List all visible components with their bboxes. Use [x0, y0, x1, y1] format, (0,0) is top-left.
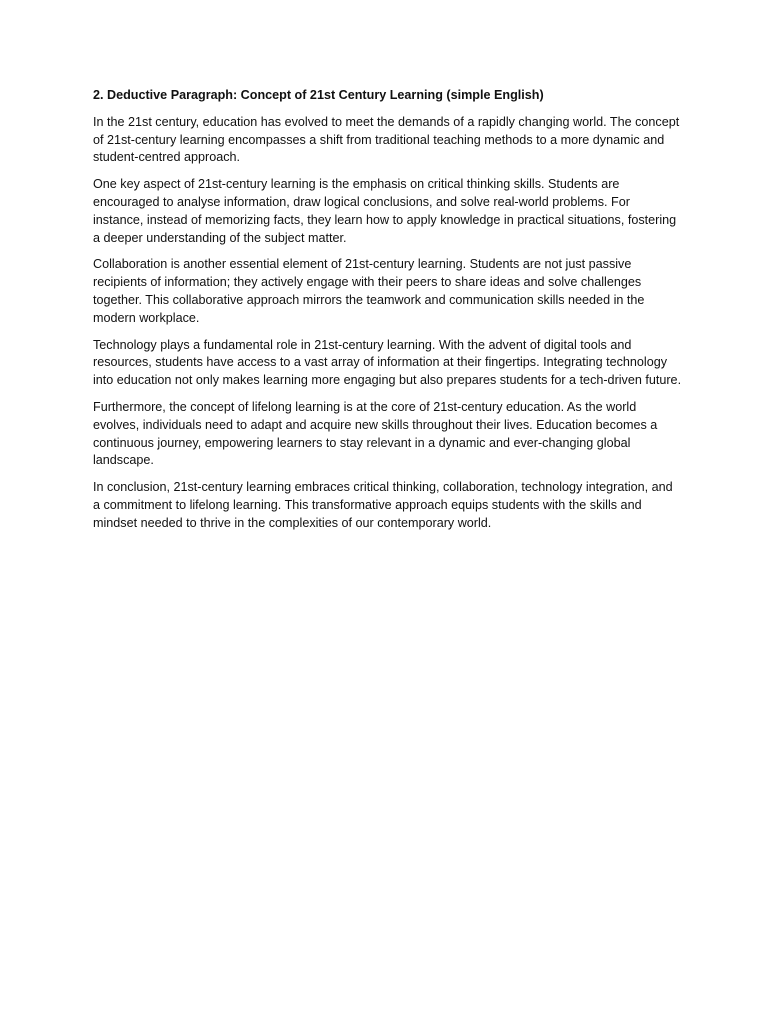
- paragraph-lifelong-learning: Furthermore, the concept of lifelong learning is at the core of 21st-century education. As the world evolves, individuals need to adapt and acquire new skills throughout their lives. Education becomes a continuous journey, empowering learners to stay relevant in a dynamic and ever-changing global landscape.: [93, 399, 658, 468]
- paragraph-conclusion: In conclusion, 21st-century learning embraces critical thinking, collaboration, technology integration, and a commitment to lifelong learning. This transformative approach equips students with the skills and mindset needed to thrive in the complexities of our contemporary world.: [93, 480, 673, 530]
- paragraph-collaboration: Collaboration is another essential element of 21st-century learning. Students are not just passive recipients of information; they actively engage with their peers to share ideas and solve challenges together. This collaborative approach mirrors the teamwork and communication skills needed in the modern workplace.: [93, 257, 645, 325]
- paragraph-critical-thinking: One key aspect of 21st-century learning is the emphasis on critical thinking skills. Students are encouraged to analyse information, draw logical conclusions, and solve real-world problems. For instance, instead of memorizing facts, they learn how to apply knowledge in practical situations, fostering a deeper understanding of the subject matter.: [93, 177, 677, 245]
- paragraph-technology: Technology plays a fundamental role in 21st-century learning. With the advent of digital tools and resources, students have access to a vast array of information at their fingertips. Integrating technology into education not only makes learning more engaging but also prepares students for a tech-driven future.: [93, 337, 682, 388]
- paragraph-introduction: In the 21st century, education has evolved to meet the demands of a rapidly changing world. The concept of 21st-century learning encompasses a shift from traditional teaching methods to a more dynamic and student-centred approach.: [93, 114, 680, 165]
- document-body: [93, 87, 683, 542]
- section-heading: 2. Deductive Paragraph: Concept of 21st Century Learning (simple English): [93, 88, 544, 102]
